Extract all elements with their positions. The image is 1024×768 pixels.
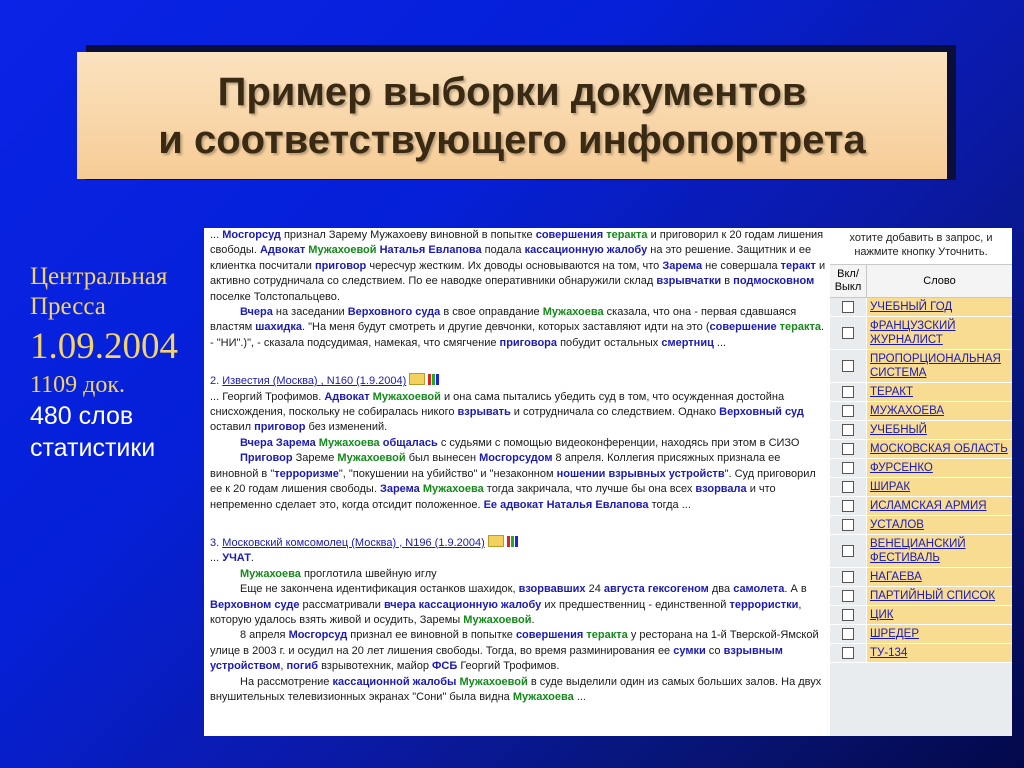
word-checkbox[interactable] <box>842 571 854 583</box>
word-link[interactable]: ИСЛАМСКАЯ АРМИЯ <box>866 497 1012 515</box>
word-toggle-cell <box>830 424 866 436</box>
keyword: кассационной жалобы <box>332 675 457 688</box>
keyword: Мосгорсудом <box>479 452 553 465</box>
document-paragraph: Еще не закончена идентификация останков шахидок, взорвавших 24 августа гексогеном два самолета. А в Верховном суде рассматривали вчера кассационную жалобу их предшественниц - единственной террористки, которую удалось взять живой и осудить, Заремы Мужахоевой. <box>210 583 807 626</box>
keyword: Мужахоева <box>240 567 301 580</box>
keyword: Ее адвокат Наталья Евлапова <box>483 498 649 511</box>
word-toggle-cell <box>830 571 866 583</box>
word-toggle-cell <box>830 481 866 493</box>
word-toggle-cell <box>830 609 866 621</box>
word-link[interactable]: ФУРСЕНКО <box>866 459 1012 477</box>
source-link[interactable]: Московский комсомолец (Москва) , N196 (1.9.2004) <box>222 536 485 549</box>
word-toggle-cell <box>830 386 866 398</box>
keyword: Мужахоевой <box>459 675 528 688</box>
word-row <box>830 478 1012 497</box>
word-row <box>830 317 1012 350</box>
word-toggle-cell <box>830 628 866 640</box>
keyword: августа гексогеном <box>603 583 709 596</box>
word-link[interactable]: ШИРАК <box>866 478 1012 496</box>
word-checkbox[interactable] <box>842 628 854 640</box>
date-label: 1.09.2004 <box>30 326 178 367</box>
word-row <box>830 440 1012 459</box>
keyword: взрывным устройством <box>210 644 783 673</box>
press-line-2: Пресса <box>30 293 106 320</box>
keyword: Адвокат <box>259 244 306 257</box>
word-checkbox[interactable] <box>842 327 854 339</box>
word-row <box>830 535 1012 568</box>
word-checkbox[interactable] <box>842 590 854 602</box>
word-toggle-cell <box>830 590 866 602</box>
keyword: Приговор <box>240 452 293 465</box>
document-paragraph: На рассмотрение кассационной жалобы Мужахоевой в суде выделили один из самых больших залов. На двух внушительных телевизионных экранах "Сони" была видна Мужахоева ... <box>210 675 822 703</box>
word-toggle-cell <box>830 647 866 659</box>
keyword: террористки <box>729 598 799 611</box>
document-pane <box>204 228 830 736</box>
keyword: вчера кассационную жалобу <box>383 598 542 611</box>
word-row <box>830 402 1012 421</box>
keyword: теракта <box>586 629 628 642</box>
keyword: Мужахоевой <box>463 613 532 626</box>
document-paragraph: ... Георгий Трофимов. Адвокат Мужахоевой и она сама пытались убедить суд в том, что осужденная достойна снисхождения, поскольку не собиралась никого взрывать и сотрудничала со следствием. Однако Верховный суд оставил приговор без изменений. <box>210 390 804 434</box>
folder-icon[interactable] <box>409 373 425 385</box>
keyword: Верховный суд <box>719 406 804 419</box>
chart-icon[interactable] <box>507 536 519 547</box>
title-line-2: и соответствующего инфопортрета <box>158 117 866 162</box>
keyword: Мужахоевой <box>308 244 377 257</box>
keyword: совершения <box>515 629 584 642</box>
word-row <box>830 644 1012 663</box>
keyword: Мужахоева <box>318 436 380 449</box>
source-header <box>210 373 828 389</box>
word-toggle-cell <box>830 405 866 417</box>
toggle-column-header: Вкл/ Выкл <box>830 265 867 297</box>
word-checkbox[interactable] <box>842 405 854 417</box>
word-checkbox[interactable] <box>842 519 854 531</box>
source-number: 3. <box>210 536 223 549</box>
word-row <box>830 516 1012 535</box>
word-toggle-cell <box>830 500 866 512</box>
word-toggle-cell <box>830 545 866 557</box>
source-link[interactable]: Известия (Москва) , N160 (1.9.2004) <box>222 375 407 388</box>
keyword: теракта <box>779 321 822 334</box>
word-column-header: Слово <box>923 275 956 287</box>
keyword: самолета <box>733 583 785 596</box>
keyword: Вчера Зарема <box>240 436 316 449</box>
keyword: шахидка <box>255 321 303 334</box>
word-link[interactable]: ВЕНЕЦИАНСКИЙ ФЕСТИВАЛЬ <box>866 535 1012 567</box>
word-list <box>830 298 1012 663</box>
keyword: Вчера <box>240 306 273 319</box>
source-header <box>210 535 828 551</box>
document-paragraph: 8 апреля Мосгорсуд признал ее виновной в попытке совершения теракта у ресторана на 1-й Тверской-Ямской улице в 2003 г. и осудил на 20 лет лишения свободы. Тогда, во время разминирования ее сумки со взрывным устройством, погиб взрывотехник, майор ФСБ Георгий Трофимов. <box>210 629 819 673</box>
word-link[interactable]: ТУ-134 <box>866 644 1012 662</box>
keyword: Мосгорсуд <box>288 629 348 642</box>
panel-header <box>830 264 1012 298</box>
word-checkbox[interactable] <box>842 424 854 436</box>
word-checkbox[interactable] <box>842 443 854 455</box>
word-row <box>830 497 1012 516</box>
word-toggle-cell <box>830 519 866 531</box>
keyword: взрывать <box>457 406 511 419</box>
word-link[interactable]: НАГАЕВА <box>866 568 1012 586</box>
word-link[interactable]: ФРАНЦУЗСКИЙ ЖУРНАЛИСТ <box>866 317 1012 349</box>
word-checkbox[interactable] <box>842 609 854 621</box>
word-link[interactable]: ШРЕДЕР <box>866 625 1012 643</box>
keyword: теракта <box>606 229 648 241</box>
word-row <box>830 606 1012 625</box>
word-checkbox[interactable] <box>842 301 854 313</box>
keyword: приговора <box>499 336 558 349</box>
keyword: УЧАТ <box>222 552 251 565</box>
chart-icon[interactable] <box>428 374 440 385</box>
keyword: ношении взрывных устройств <box>556 467 725 480</box>
keyword: Верховного суда <box>347 306 441 319</box>
title-line-1: Пример выборки документов <box>217 69 807 114</box>
word-checkbox[interactable] <box>842 545 854 557</box>
keyword: общалась <box>382 436 438 449</box>
word-checkbox[interactable] <box>842 462 854 474</box>
keyword: терроризме <box>274 467 339 480</box>
word-row <box>830 350 1012 383</box>
keyword: взрывчатки <box>656 275 722 288</box>
keyword: Мужахоевой <box>372 390 441 403</box>
keyword: приговор <box>254 421 306 434</box>
keyword: ФСБ <box>432 660 458 673</box>
keyword: подмосковном <box>733 275 815 288</box>
word-count: 480 слов <box>30 402 134 430</box>
word-row <box>830 568 1012 587</box>
word-row <box>830 587 1012 606</box>
document-paragraph: Вчера на заседании Верховного суда в свое оправдание Мужахоева сказала, что она - первая сдавшаяся властям шахидка. "На меня будут смотреть и другие девчонки, которых заставляют идти на это (совершение теракта. - "НИ".)", - сказала подсудимая, намекая, что смягчение приговора побудит остальных смертниц ... <box>210 306 825 349</box>
word-row <box>830 625 1012 644</box>
word-checkbox[interactable] <box>842 386 854 398</box>
panel-hint: хотите добавить в запрос, и нажмите кнопку Уточнить. <box>830 228 1012 264</box>
word-count-label: статистики <box>30 434 156 462</box>
keyword: Адвокат <box>324 390 370 403</box>
word-link[interactable]: МУЖАХОЕВА <box>866 402 1012 420</box>
keyword: Наталья Евлапова <box>379 244 482 257</box>
word-row <box>830 459 1012 478</box>
document-paragraph: Вчера Зарема Мужахоева общалась с судьями с помощью видеоконференции, находясь при этом в СИЗО <box>240 436 800 449</box>
word-checkbox[interactable] <box>842 647 854 659</box>
word-link[interactable]: УЧЕБНЫЙ <box>866 421 1012 439</box>
word-toggle-cell <box>830 360 866 372</box>
word-link[interactable]: ЦИК <box>866 606 1012 624</box>
keyword: Мужахоева <box>542 306 604 319</box>
keyword: смертниц <box>661 336 714 349</box>
document-paragraph: Приговор Зареме Мужахоевой был вынесен Мосгорсудом 8 апреля. Коллегия присяжных признала ее виновной в "терроризме", "покушении на убийство" и "незаконном ношении взрывных устройств". Суд приговорил ее к 20 годам лишения свободы. Зарема Мужахоева тогда закричала, что лучше бы она всех взорвала и что непременно сделает это, когда отсидит положенное. Ее адвокат Наталья Евлапова тогда ... <box>210 452 816 511</box>
word-link[interactable]: ПРОПОРЦИОНАЛЬНАЯ СИСТЕМА <box>866 350 1012 382</box>
word-link[interactable]: ПАРТИЙНЫЙ СПИСОК <box>866 587 1012 605</box>
word-toggle-cell <box>830 462 866 474</box>
keyword: теракт <box>780 259 816 272</box>
source-number: 2. <box>210 375 223 388</box>
word-toggle-cell <box>830 301 866 313</box>
keyword: совершения <box>535 229 604 241</box>
keyword: взорвала <box>695 483 747 496</box>
folder-icon[interactable] <box>488 535 504 547</box>
word-row <box>830 383 1012 402</box>
word-toggle-cell <box>830 327 866 339</box>
word-row <box>830 298 1012 317</box>
press-line-1: Центральная <box>30 263 168 290</box>
slide-title <box>77 52 947 179</box>
keyword: Зарема <box>662 259 703 272</box>
word-link[interactable]: УСТАЛОВ <box>866 516 1012 534</box>
keyword: взорвавших <box>518 583 586 596</box>
infoportrait-panel <box>830 228 1012 736</box>
word-link[interactable]: МОСКОВСКАЯ ОБЛАСТЬ <box>866 440 1012 458</box>
word-link[interactable]: ТЕРАКТ <box>866 383 1012 401</box>
word-row <box>830 421 1012 440</box>
keyword: Мосгорсуд <box>222 229 281 241</box>
keyword: Мужахоевой <box>337 452 406 465</box>
word-checkbox[interactable] <box>842 360 854 372</box>
document-paragraph: Мужахоева проглотила швейную иглу <box>240 567 437 580</box>
keyword: приговор <box>314 259 367 272</box>
keyword: совершение <box>709 321 777 334</box>
word-checkbox[interactable] <box>842 500 854 512</box>
stats-block <box>30 262 178 464</box>
doc-count: 1109 док. <box>30 372 125 398</box>
keyword: Зарема <box>379 483 420 496</box>
keyword: кассационную жалобу <box>524 244 648 257</box>
keyword: Мужахоева <box>422 483 484 496</box>
keyword: погиб <box>286 660 319 673</box>
word-link[interactable]: УЧЕБНЫЙ ГОД <box>866 298 1012 316</box>
keyword: Верховном суде <box>210 598 300 611</box>
keyword: Мужахоева <box>512 690 574 703</box>
document-paragraph: ... Мосгорсуд признал Зарему Мужахоеву виновной в попытке совершения теракта и приговорил к 20 годам лишения свободы. Адвокат Мужахоевой Наталья Евлапова подала кассационную жалобу на это решение. Защитник и ее клиентка посчитали приговор чересчур жестким. Их доводы основываются на том, что Зарема не совершала теракт и активно сотрудничала со следствием. По ее наводке оперативники обнаружили склад взрывчатки в подмосковном поселке Толстопальцево. <box>210 229 826 303</box>
word-toggle-cell <box>830 443 866 455</box>
word-checkbox[interactable] <box>842 481 854 493</box>
keyword: сумки <box>673 644 706 657</box>
document-paragraph: ... УЧАТ. <box>210 552 254 565</box>
